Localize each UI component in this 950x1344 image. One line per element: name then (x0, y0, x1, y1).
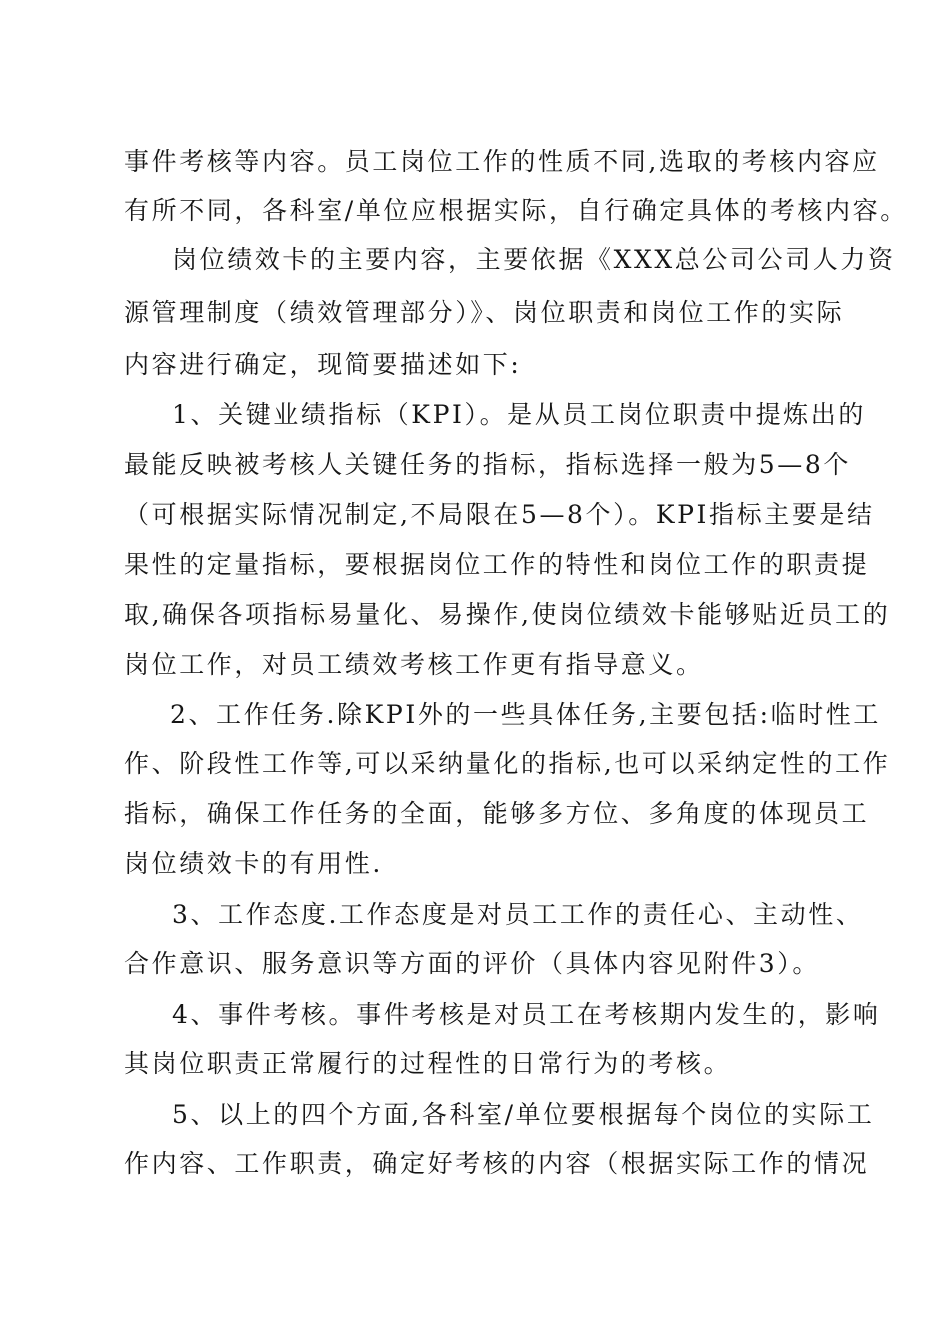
text-line: 取,确保各项指标易量化、易操作,使岗位绩效卡能够贴近员工的 (124, 600, 891, 629)
text-line: 事件考核等内容。员工岗位工作的性质不同,选取的考核内容应 (124, 147, 880, 176)
text-line: 指标，确保工作任务的全面，能够多方位、多角度的体现员工 (124, 799, 870, 828)
text-line: （可根据实际情况制定,不局限在5—8个）。KPI指标主要是结 (124, 500, 875, 529)
text-line: 最能反映被考核人关键任务的指标，指标选择一般为5—8个 (124, 450, 852, 479)
text-line: 有所不同，各科室/单位应根据实际，自行确定具体的考核内容。 (124, 196, 908, 225)
text-line: 作、阶段性工作等,可以采纳量化的指标,也可以采纳定性的工作 (124, 749, 891, 778)
text-line: 1、关键业绩指标（KPI）。是从员工岗位职责中提炼出的 (172, 400, 866, 429)
text-line: 2、工作任务.除KPI外的一些具体任务,主要包括:临时性工 (170, 700, 881, 729)
text-line: 果性的定量指标，要根据岗位工作的特性和岗位工作的职责提 (124, 550, 870, 579)
text-line: 4、事件考核。事件考核是对员工在考核期内发生的，影响 (172, 1000, 881, 1029)
text-line: 作内容、工作职责，确定好考核的内容（根据实际工作的情况 (124, 1149, 870, 1178)
text-line: 5、以上的四个方面,各科室/单位要根据每个岗位的实际工 (172, 1100, 875, 1129)
text-line: 岗位绩效卡的主要内容，主要依据《XXX总公司公司人力资 (172, 245, 896, 274)
text-line: 岗位绩效卡的有用性. (124, 849, 383, 878)
text-line: 合作意识、服务意识等方面的评价（具体内容见附件3）。 (124, 949, 821, 978)
text-line: 岗位工作，对员工绩效考核工作更有指导意义。 (124, 650, 704, 679)
text-line: 内容进行确定，现简要描述如下: (124, 350, 522, 379)
text-line: 其岗位职责正常履行的过程性的日常行为的考核。 (124, 1049, 732, 1078)
text-line: 源管理制度（绩效管理部分）》、岗位职责和岗位工作的实际 (124, 298, 845, 327)
text-line: 3、工作态度.工作态度是对员工工作的责任心、主动性、 (172, 900, 864, 929)
